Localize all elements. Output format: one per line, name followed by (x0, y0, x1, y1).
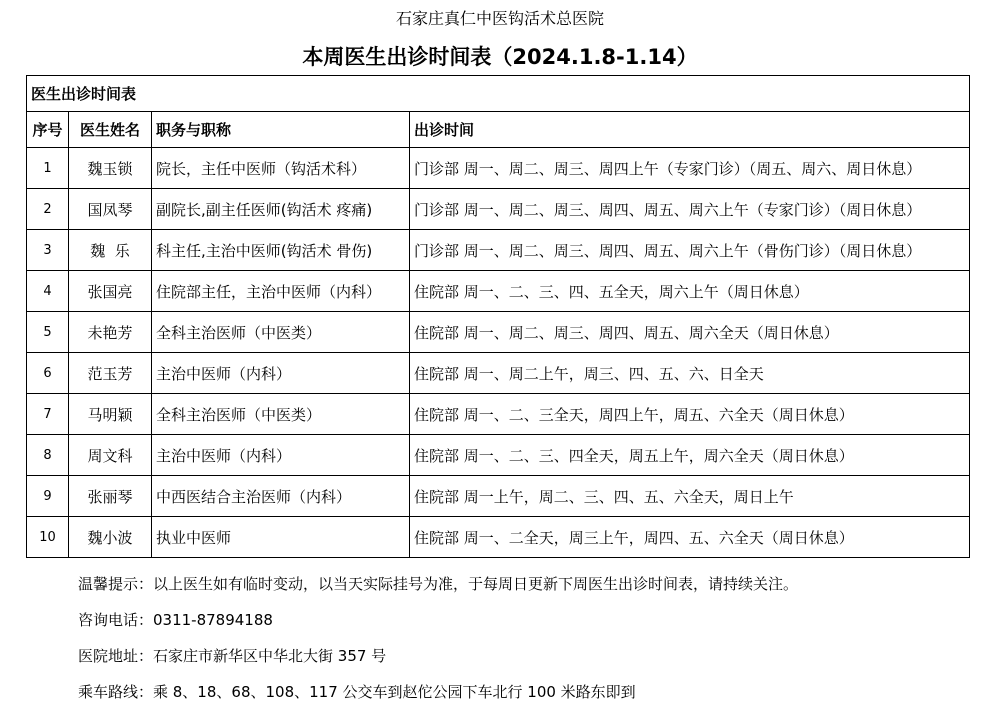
row-number: 4 (27, 271, 69, 312)
doctor-title: 住院部主任，主治中医师（内科） (152, 271, 410, 312)
table-row (27, 353, 970, 394)
doctor-name: 魏 乐 (69, 230, 152, 271)
doctor-schedule: 住院部 周一、二、三、四全天，周五上午，周六全天（周日休息） (410, 435, 970, 476)
doctor-schedule: 住院部 周一、二、三全天，周四上午，周五、六全天（周日休息） (410, 394, 970, 435)
table-header-row (27, 112, 970, 148)
doctor-title: 院长，主任中医师（钩活术科） (152, 148, 410, 189)
table-row (27, 476, 970, 517)
doctor-title: 全科主治医师（中医类） (152, 312, 410, 353)
doctor-name: 魏玉锁 (69, 148, 152, 189)
doctor-schedule: 住院部 周一、二、三、四、五全天，周六上午（周日休息） (410, 271, 970, 312)
doctor-title: 科主任,主治中医师(钩活术 骨伤) (152, 230, 410, 271)
row-number: 2 (27, 189, 69, 230)
column-header-clinic-time: 出诊时间 (410, 112, 970, 148)
row-number: 7 (27, 394, 69, 435)
doctor-name: 周文科 (69, 435, 152, 476)
consult-phone: 咨询电话：0311-87894188 (78, 611, 273, 629)
doctor-schedule-table (26, 75, 970, 558)
hospital-address: 医院地址：石家庄市新华区中华北大街 357 号 (78, 647, 387, 665)
row-number: 8 (27, 435, 69, 476)
doctor-name: 范玉芳 (69, 353, 152, 394)
doctor-name: 马明颖 (69, 394, 152, 435)
doctor-schedule: 住院部 周一、二全天，周三上午，周四、五、六全天（周日休息） (410, 517, 970, 558)
doctor-title: 主治中医师（内科） (152, 435, 410, 476)
table-caption-row (27, 76, 970, 112)
table-row (27, 230, 970, 271)
column-header-position-title: 职务与职称 (152, 112, 410, 148)
table-row (27, 148, 970, 189)
doctor-schedule: 门诊部 周一、周二、周三、周四、周五、周六上午（骨伤门诊）（周日休息） (410, 230, 970, 271)
table-row (27, 517, 970, 558)
doctor-title: 中西医结合主治医师（内科） (152, 476, 410, 517)
row-number: 1 (27, 148, 69, 189)
table-row (27, 189, 970, 230)
doctor-title: 副院长,副主任医师(钩活术 疼痛) (152, 189, 410, 230)
doctor-title: 执业中医师 (152, 517, 410, 558)
table-caption: 医生出诊时间表 (27, 76, 970, 112)
doctor-schedule: 门诊部 周一、周二、周三、周四上午（专家门诊）（周五、周六、周日休息） (410, 148, 970, 189)
doctor-schedule: 住院部 周一、周二上午，周三、四、五、六、日全天 (410, 353, 970, 394)
row-number: 3 (27, 230, 69, 271)
doctor-title: 主治中医师（内科） (152, 353, 410, 394)
table-row (27, 394, 970, 435)
table-row (27, 312, 970, 353)
doctor-name: 国凤琴 (69, 189, 152, 230)
page-title: 本周医生出诊时间表（2024.1.8-1.14） (302, 45, 698, 69)
hospital-name: 石家庄真仁中医钩活术总医院 (395, 9, 604, 28)
doctor-schedule: 住院部 周一、周二、周三、周四、周五、周六全天（周日休息） (410, 312, 970, 353)
row-number: 10 (27, 517, 69, 558)
doctor-name: 未艳芳 (69, 312, 152, 353)
notes-section (78, 566, 978, 710)
column-header-doctor-name: 医生姓名 (69, 112, 152, 148)
doctor-schedule: 住院部 周一上午，周二、三、四、五、六全天，周日上午 (410, 476, 970, 517)
row-number: 5 (27, 312, 69, 353)
doctor-title: 全科主治医师（中医类） (152, 394, 410, 435)
doctor-schedule: 门诊部 周一、周二、周三、周四、周五、周六上午（专家门诊）（周日休息） (410, 189, 970, 230)
column-header-number: 序号 (27, 112, 69, 148)
doctor-name: 张国亮 (69, 271, 152, 312)
table-row (27, 271, 970, 312)
doctor-name: 魏小波 (69, 517, 152, 558)
row-number: 9 (27, 476, 69, 517)
table-row (27, 435, 970, 476)
reminder-note: 温馨提示：以上医生如有临时变动，以当天实际挂号为准，于每周日更新下周医生出诊时间表，请持续关注。 (78, 575, 799, 593)
row-number: 6 (27, 353, 69, 394)
bus-route: 乘车路线：乘 8、18、68、108、117 公交车到赵佗公园下车北行 100 米路东即到 (78, 683, 636, 701)
doctor-name: 张丽琴 (69, 476, 152, 517)
